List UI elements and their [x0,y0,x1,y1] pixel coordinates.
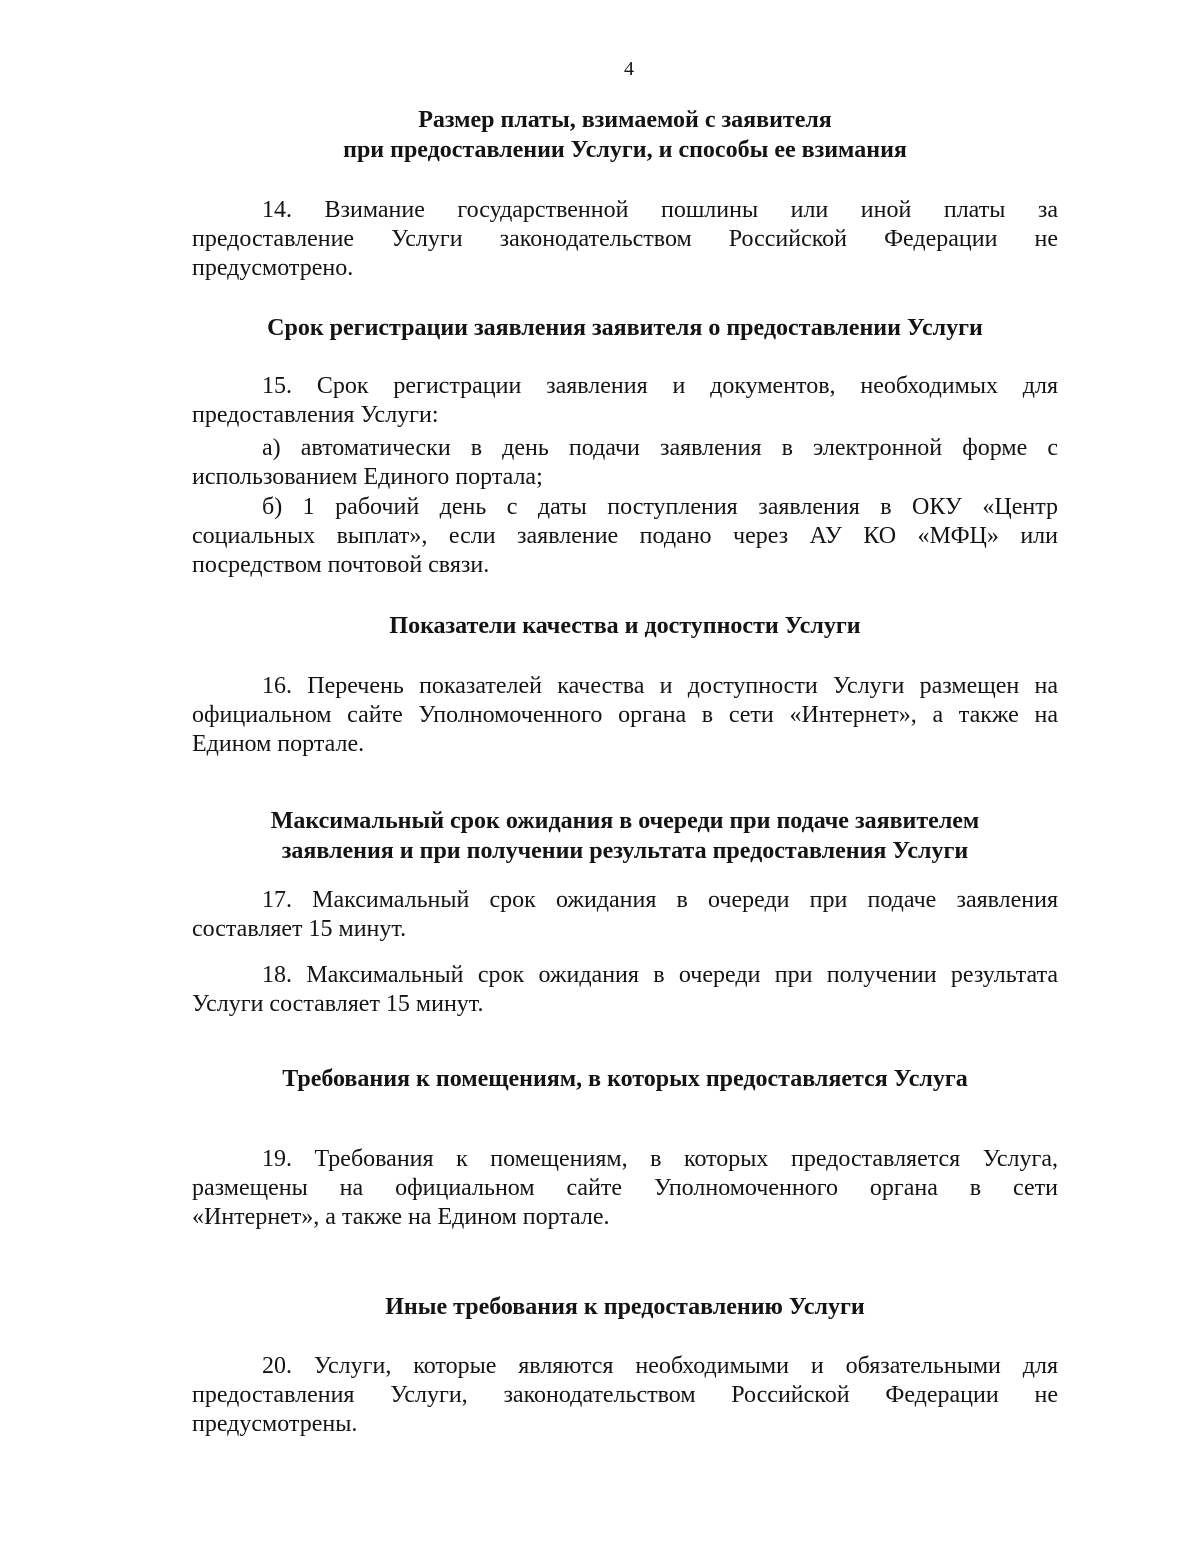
paragraph-line: 17. Максимальный срок ожидания в очереди при подаче заявления [262,887,1058,913]
paragraph-line: 20. Услуги, которые являются необходимыми и обязательными для [262,1353,1058,1379]
section-heading-premises [192,1064,1058,1094]
section-heading-waiting [192,806,1058,866]
paragraph-line: а) автоматически в день подачи заявления в электронной форме с [262,435,1058,461]
paragraph-line: б) 1 рабочий день с даты поступления заявления в ОКУ «Центр [262,494,1058,520]
paragraph-line: предоставления Услуги: [192,402,439,428]
paragraph-line: 18. Максимальный срок ожидания в очереди при получении результата [262,962,1058,988]
heading-line: при предоставлении Услуги, и способы ее взимания [343,137,907,163]
paragraph-line: Едином портале. [192,731,365,757]
section-heading-registration [192,313,1058,343]
section-heading-other [192,1292,1058,1322]
paragraph-18 [192,961,1058,1019]
heading-line: Иные требования к предоставлению Услуги [385,1294,865,1320]
paragraph-line: 14. Взимание государственной пошлины или иной платы за [262,197,1058,223]
section-heading-fee [192,105,1058,165]
paragraph-14 [192,196,1058,283]
paragraph-15b [192,493,1058,580]
paragraph-line: посредством почтовой связи. [192,552,490,578]
paragraph-line: «Интернет», а также на Едином портале. [192,1204,610,1230]
paragraph-20 [192,1352,1058,1439]
paragraph-line: составляет 15 минут. [192,916,407,942]
page-number: 4 [624,58,634,80]
paragraph-15a [192,434,1058,492]
paragraph-line: Услуги составляет 15 минут. [192,991,484,1017]
heading-line: Срок регистрации заявления заявителя о предоставлении Услуги [267,315,983,341]
paragraph-16 [192,672,1058,759]
heading-line: Размер платы, взимаемой с заявителя [418,107,832,133]
paragraph-15 [192,372,1058,430]
paragraph-line: использованием Единого портала; [192,464,543,490]
heading-line: Максимальный срок ожидания в очереди при подаче заявителем [270,808,980,834]
paragraph-17 [192,886,1058,944]
paragraph-line: 15. Срок регистрации заявления и документов, необходимых для [262,373,1058,399]
paragraph-line: 16. Перечень показателей качества и доступности Услуги размещен на [262,673,1058,699]
paragraph-line: предусмотрены. [192,1411,358,1437]
paragraph-line: предоставление Услуги законодательством Российской Федерации не [192,226,1058,252]
heading-line: Требования к помещениям, в которых предоставляется Услуга [282,1066,968,1092]
paragraph-line: социальных выплат», если заявление подано через АУ КО «МФЦ» или [192,523,1058,549]
section-heading-quality [192,611,1058,641]
paragraph-19 [192,1145,1058,1232]
paragraph-line: официальном сайте Уполномоченного органа в сети «Интернет», а также на [192,702,1058,728]
paragraph-line: предоставления Услуги, законодательством Российской Федерации не [192,1382,1058,1408]
paragraph-line: размещены на официальном сайте Уполномоченного органа в сети [192,1175,1058,1201]
paragraph-line: 19. Требования к помещениям, в которых предоставляется Услуга, [262,1146,1058,1172]
paragraph-line: предусмотрено. [192,255,354,281]
heading-line: Показатели качества и доступности Услуги [389,613,861,639]
heading-line: заявления и при получении результата предоставления Услуги [281,838,969,864]
